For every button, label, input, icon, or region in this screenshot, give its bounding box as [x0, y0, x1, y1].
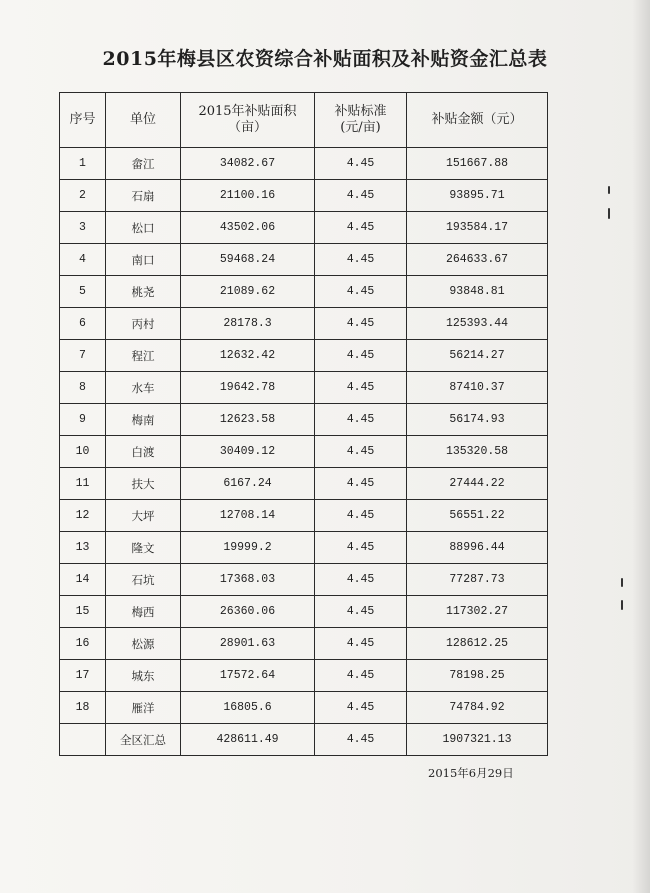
cell-area: 17572.64 [181, 660, 315, 692]
cell-standard: 4.45 [315, 180, 407, 212]
cell-standard: 4.45 [315, 596, 407, 628]
cell-amount: 93848.81 [407, 276, 548, 308]
cell-standard: 4.45 [315, 148, 407, 180]
total-cell-area: 428611.49 [181, 724, 315, 756]
cell-area: 28178.3 [181, 308, 315, 340]
table-row [60, 564, 548, 596]
cell-amount: 56174.93 [407, 404, 548, 436]
header-no: 序号 [60, 93, 106, 148]
cell-no: 4 [60, 244, 106, 276]
cell-area: 34082.67 [181, 148, 315, 180]
cell-standard: 4.45 [315, 692, 407, 724]
cell-amount: 78198.25 [407, 660, 548, 692]
cell-no: 16 [60, 628, 106, 660]
table-row [60, 180, 548, 212]
cell-amount: 117302.27 [407, 596, 548, 628]
table-row [60, 340, 548, 372]
cell-no: 3 [60, 212, 106, 244]
total-cell-no [60, 724, 106, 756]
cell-unit: 桃尧 [106, 276, 181, 308]
cell-amount: 125393.44 [407, 308, 548, 340]
cell-standard: 4.45 [315, 404, 407, 436]
cell-amount: 128612.25 [407, 628, 548, 660]
cell-area: 43502.06 [181, 212, 315, 244]
cell-amount: 264633.67 [407, 244, 548, 276]
cell-area: 6167.24 [181, 468, 315, 500]
cell-standard: 4.45 [315, 660, 407, 692]
cell-amount: 56551.22 [407, 500, 548, 532]
header-area-line2: （亩） [227, 120, 267, 135]
cell-no: 15 [60, 596, 106, 628]
cell-area: 21089.62 [181, 276, 315, 308]
total-cell-amount: 1907321.13 [407, 724, 548, 756]
table-row [60, 308, 548, 340]
total-cell-standard: 4.45 [315, 724, 407, 756]
cell-area: 21100.16 [181, 180, 315, 212]
table-row [60, 692, 548, 724]
cell-area: 12708.14 [181, 500, 315, 532]
cell-area: 59468.24 [181, 244, 315, 276]
cell-unit: 城东 [106, 660, 181, 692]
table-row [60, 212, 548, 244]
header-standard-line2: (元/亩) [340, 120, 381, 135]
document-title: 2015年梅县区农资综合补贴面积及补贴资金汇总表 [102, 48, 548, 70]
cell-unit: 丙村 [106, 308, 181, 340]
cell-unit: 隆文 [106, 532, 181, 564]
cell-amount: 74784.92 [407, 692, 548, 724]
cell-unit: 白渡 [106, 436, 181, 468]
header-amount: 补贴金额（元） [407, 93, 548, 148]
table-row [60, 596, 548, 628]
cell-no: 18 [60, 692, 106, 724]
cell-amount: 87410.37 [407, 372, 548, 404]
table-body [60, 148, 548, 756]
cell-amount: 88996.44 [407, 532, 548, 564]
table-row [60, 276, 548, 308]
cell-standard: 4.45 [315, 500, 407, 532]
table-total-row [60, 724, 548, 756]
cell-unit: 程江 [106, 340, 181, 372]
cell-amount: 77287.73 [407, 564, 548, 596]
table-row [60, 148, 548, 180]
cell-no: 13 [60, 532, 106, 564]
subsidy-summary-table [59, 92, 548, 756]
cell-unit: 梅西 [106, 596, 181, 628]
cell-standard: 4.45 [315, 308, 407, 340]
cell-area: 30409.12 [181, 436, 315, 468]
cell-area: 16805.6 [181, 692, 315, 724]
cell-no: 17 [60, 660, 106, 692]
scan-mark [608, 186, 610, 194]
document-date: 2015年6月29日 [428, 766, 514, 780]
scan-mark [608, 208, 610, 219]
cell-amount: 93895.71 [407, 180, 548, 212]
page-edge-shadow [632, 0, 650, 893]
cell-unit: 梅南 [106, 404, 181, 436]
header-unit: 单位 [106, 93, 181, 148]
cell-area: 19642.78 [181, 372, 315, 404]
header-standard [315, 93, 407, 148]
header-area [181, 93, 315, 148]
cell-no: 10 [60, 436, 106, 468]
table-header-row [60, 93, 548, 148]
table-row [60, 244, 548, 276]
table-row [60, 404, 548, 436]
cell-standard: 4.45 [315, 372, 407, 404]
cell-unit: 雁洋 [106, 692, 181, 724]
table-row [60, 468, 548, 500]
cell-standard: 4.45 [315, 436, 407, 468]
cell-area: 17368.03 [181, 564, 315, 596]
cell-standard: 4.45 [315, 212, 407, 244]
cell-standard: 4.45 [315, 244, 407, 276]
scan-mark [621, 600, 623, 610]
cell-no: 8 [60, 372, 106, 404]
scan-mark [621, 578, 623, 587]
cell-amount: 27444.22 [407, 468, 548, 500]
table-row [60, 500, 548, 532]
cell-unit: 畲江 [106, 148, 181, 180]
table-row [60, 372, 548, 404]
cell-standard: 4.45 [315, 564, 407, 596]
cell-area: 12623.58 [181, 404, 315, 436]
cell-amount: 193584.17 [407, 212, 548, 244]
table-row [60, 436, 548, 468]
cell-standard: 4.45 [315, 276, 407, 308]
cell-no: 7 [60, 340, 106, 372]
cell-no: 11 [60, 468, 106, 500]
total-cell-unit: 全区汇总 [106, 724, 181, 756]
cell-area: 28901.63 [181, 628, 315, 660]
cell-no: 6 [60, 308, 106, 340]
table-row [60, 532, 548, 564]
header-standard-line1: 补贴标准 [334, 104, 387, 119]
cell-no: 14 [60, 564, 106, 596]
cell-unit: 石坑 [106, 564, 181, 596]
cell-no: 12 [60, 500, 106, 532]
cell-amount: 135320.58 [407, 436, 548, 468]
cell-area: 12632.42 [181, 340, 315, 372]
cell-unit: 大坪 [106, 500, 181, 532]
cell-no: 1 [60, 148, 106, 180]
cell-amount: 56214.27 [407, 340, 548, 372]
table-row [60, 628, 548, 660]
header-area-line1: 2015年补贴面积 [198, 104, 297, 119]
cell-area: 26360.06 [181, 596, 315, 628]
cell-unit: 扶大 [106, 468, 181, 500]
cell-standard: 4.45 [315, 628, 407, 660]
table-row [60, 660, 548, 692]
cell-no: 5 [60, 276, 106, 308]
cell-unit: 松源 [106, 628, 181, 660]
cell-amount: 151667.88 [407, 148, 548, 180]
cell-standard: 4.45 [315, 468, 407, 500]
cell-standard: 4.45 [315, 532, 407, 564]
cell-unit: 松口 [106, 212, 181, 244]
cell-unit: 水车 [106, 372, 181, 404]
cell-no: 9 [60, 404, 106, 436]
cell-unit: 南口 [106, 244, 181, 276]
cell-standard: 4.45 [315, 340, 407, 372]
cell-no: 2 [60, 180, 106, 212]
cell-unit: 石扇 [106, 180, 181, 212]
cell-area: 19999.2 [181, 532, 315, 564]
